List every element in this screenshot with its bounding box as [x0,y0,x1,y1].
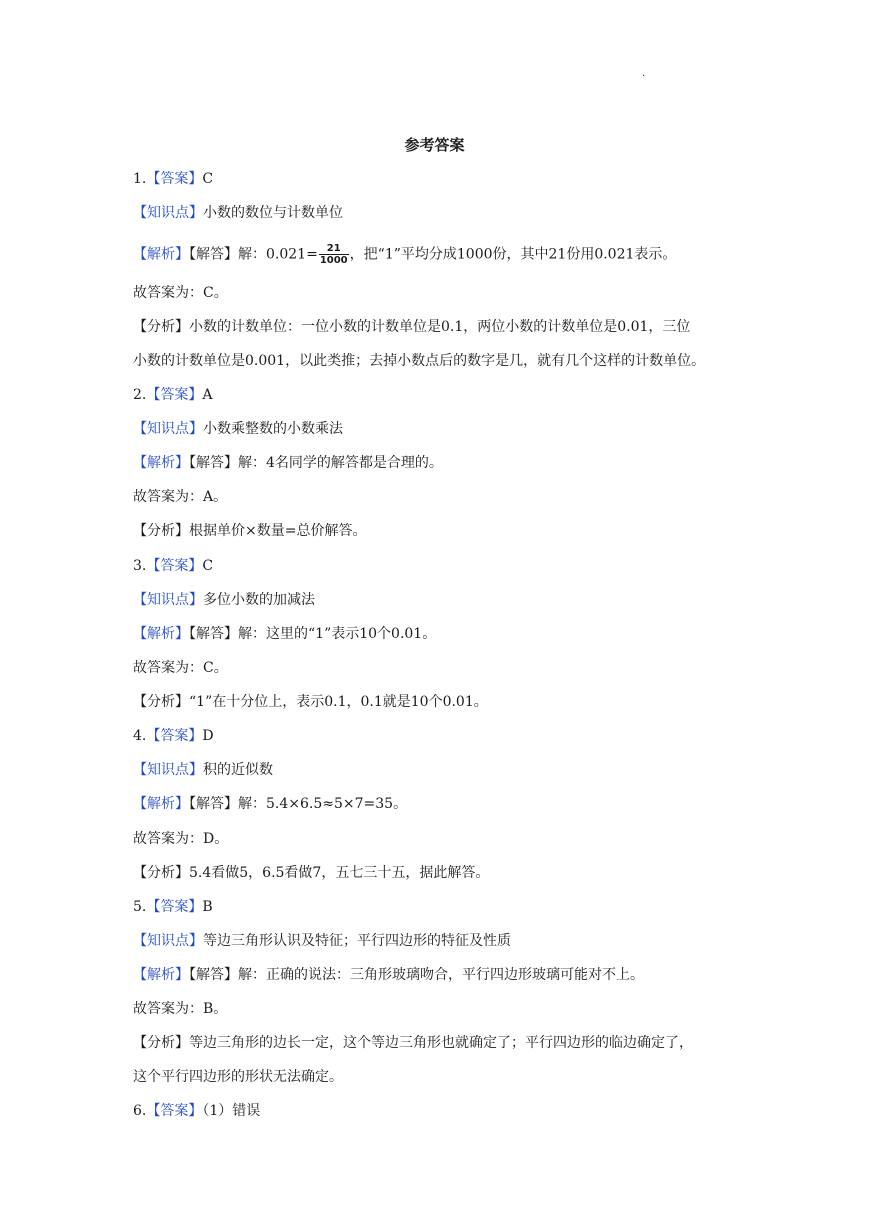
question-number: 4. [133,728,147,744]
q1-analysis-line [133,243,741,266]
q3-analysis-line [133,624,741,644]
fraction [319,243,349,266]
analysis-tag: 【解析】 [133,455,189,471]
knowledge-text: 等边三角形认识及特征；平行四边形的特征及性质 [203,933,511,949]
knowledge-text: 小数的数位与计数单位 [203,205,343,221]
analysis-text: 【解答】解：5.4×6.5≈5×7=35。 [189,796,408,812]
q4-result-line: 故答案为：D。 [133,831,229,847]
q5-answer-line [133,897,741,917]
page-title: 参考答案 [404,136,465,154]
q3-knowledge-line [133,590,741,610]
analysis-tag: 【解析】 [133,626,189,642]
knowledge-tag: 【知识点】 [133,592,203,608]
answer-value: C [202,558,214,574]
answer-tag: 【答案】 [146,387,203,403]
answer-value: A [202,387,213,403]
answer-value: C [202,171,214,187]
q3-answer-line [133,556,741,576]
q3-result-line: 故答案为：C。 [133,660,228,676]
q1-answer-line [133,169,741,189]
knowledge-tag: 【知识点】 [133,421,203,437]
q4-fenxi-line: 【分析】5.4看做5，6.5看做7，五七三十五，据此解答。 [133,865,490,881]
answer-value: D [202,728,214,744]
answer-tag: 【答案】 [146,171,203,187]
header-dot: . [642,68,646,79]
analysis-text: 【解答】解：正确的说法：三角形玻璃吻合，平行四边形玻璃可能对不上。 [189,967,644,983]
analysis-text: 【解答】解：0.021= [189,246,318,263]
analysis-text: 【解答】解：4名同学的解答都是合理的。 [189,455,443,471]
q5-knowledge-line [133,931,741,951]
knowledge-tag: 【知识点】 [133,762,203,778]
knowledge-tag: 【知识点】 [133,933,203,949]
analysis-text-cont: ，把“1”平均分成1000份，其中21份用0.021表示。 [349,246,677,263]
q5-analysis-line [133,965,741,985]
answer-tag: 【答案】 [146,728,203,744]
q6-answer-line [133,1101,741,1121]
analysis-tag: 【解析】 [133,967,189,983]
q5-result-line: 故答案为：B。 [133,1001,228,1017]
q1-fenxi-line-2: 小数的计数单位是0.001，以此类推；去掉小数点后的数字是几，就有几个这样的计数单位。 [133,353,706,369]
knowledge-text: 多位小数的加减法 [203,592,315,608]
question-number: 5. [133,899,147,915]
q2-knowledge-line [133,419,741,439]
analysis-tag: 【解析】 [133,246,189,263]
knowledge-text: 小数乘整数的小数乘法 [203,421,343,437]
knowledge-tag: 【知识点】 [133,205,203,221]
knowledge-text: 积的近似数 [203,762,273,778]
question-number: 2. [133,387,147,403]
q5-fenxi-line-1: 【分析】等边三角形的边长一定，这个等边三角形也就确定了；平行四边形的临边确定了， [133,1035,693,1051]
q1-result-line: 故答案为：C。 [133,285,228,301]
q4-answer-line [133,726,741,746]
q3-fenxi-line: 【分析】“1”在十分位上，表示0.1，0.1就是10个0.01。 [133,694,488,710]
answer-value: B [202,899,213,915]
answer-tag: 【答案】 [146,1103,203,1119]
q5-fenxi-line-2: 这个平行四边形的形状无法确定。 [133,1069,343,1085]
answer-tag: 【答案】 [146,558,203,574]
answer-tag: 【答案】 [146,899,203,915]
analysis-tag: 【解析】 [133,796,189,812]
q2-analysis-line [133,453,741,473]
q2-answer-line [133,385,741,405]
question-number: 1. [133,171,147,187]
question-number: 3. [133,558,147,574]
q1-knowledge-line [133,203,741,223]
fraction-numerator: 21 [319,243,349,255]
answer-value: （1）错误 [202,1103,261,1119]
fraction-denominator: 1000 [319,255,348,266]
q2-fenxi-line: 【分析】根据单价×数量=总价解答。 [133,523,367,539]
q2-result-line: 故答案为：A。 [133,489,228,505]
q1-fenxi-line-1: 【分析】小数的计数单位：一位小数的计数单位是0.1，两位小数的计数单位是0.01，三位 [133,319,691,335]
q4-analysis-line [133,794,741,814]
question-number: 6. [133,1103,147,1119]
q4-knowledge-line [133,760,741,780]
analysis-text: 【解答】解：这里的“1”表示10个0.01。 [189,626,437,642]
